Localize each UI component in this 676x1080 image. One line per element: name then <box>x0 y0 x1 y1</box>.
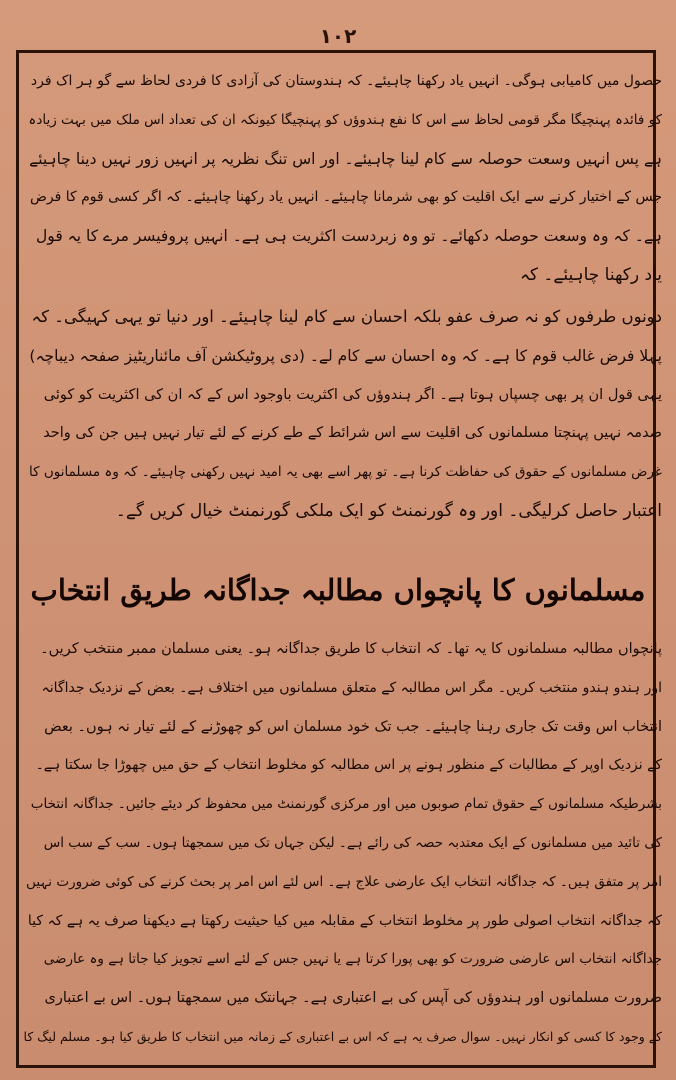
text-line: حصول میں کامیابی ہوگی۔ انہیں یاد رکھنا چاہیئے۔ کہ ہندوستان کی آزادی کا فردی لحاظ سے گو ہر اک فرد <box>30 73 662 89</box>
page-number: ۱۰۲ <box>319 24 357 48</box>
text-line: ہے پس انہیں وسعت حوصلہ سے کام لینا چاہیئے۔ اور اس تنگ نظریہ پر انہیں زور نہیں دینا چاہیئے <box>29 149 662 168</box>
text-line: انتخاب اس وقت تک جاری رہنا چاہیئے۔ جب تک خود مسلمان اس کو چھوڑنے کے لئے تیار نہ ہوں۔ بعض <box>44 718 662 735</box>
text-line: کی تائید میں مسلمانوں کے ایک معتدبہ حصہ کی رائے ہے۔ لیکن جہاں تک میں سمجھتا ہوں۔ سب کے سب اس <box>43 834 662 851</box>
text-line: امر پر متفق ہیں۔ کہ جداگانہ انتخاب ایک عارضی علاج ہے۔ اس لئے اس امر پر بحث کرنے کی کوئی ضرورت نہیں <box>26 873 662 890</box>
text-line: ہے۔ کہ وہ وسعت حوصلہ دکھائے۔ تو وہ زبردست اکثریت ہی ہے۔ انہیں پروفیسر مرے کا یہ قول <box>36 227 662 246</box>
text-line: کہ جداگانہ انتخاب اصولی طور پر مخلوط انتخاب کے مقابلہ میں کیا حیثیت رکھتا ہے دیکھنا صرف یہ ہے کہ کیا <box>27 912 662 929</box>
text-line: غرض مسلمانوں کے حقوق کی حفاظت کرنا ہے۔ تو پھر اسے بھی یہ امید نہیں رکھنی چاہیئے۔ کہ وہ مسلمانوں کا <box>28 464 662 481</box>
text-line: کو فائدہ پہنچیگا مگر قومی لحاظ سے اس کا نفع ہندوؤں کو پہنچیگا کیونکہ ان کی تعداد اس ملک میں بہت زیادہ <box>28 111 662 128</box>
text-line: یاد رکھنا چاہیئے۔ کہ <box>519 264 662 285</box>
paragraph-2 <box>24 298 662 531</box>
text-line: جس کے اختیار کرنے سے ایک اقلیت کو بھی شرمانا چاہیئے۔ انہیں یاد رکھنا چاہیئے۔ کہ اگر کسی قوم کا فرض <box>29 189 662 206</box>
text-line: اور ہندو ہندو منتخب کریں۔ مگر اس مطالبہ کے متعلق مسلمانوں میں اختلاف ہے۔ بعض کے نزدیک جداگانہ <box>41 679 662 696</box>
section-heading: مسلمانوں کا پانچواں مطالبہ جداگانہ طریق انتخاب <box>30 573 646 607</box>
text-line: اعتبار حاصل کرلیگی۔ اور وہ گورنمنٹ کو ایک ملکی گورنمنٹ خیال کریں گے۔ <box>115 500 662 521</box>
text-line: پانچواں مطالبہ مسلمانوں کا یہ تھا۔ کہ انتخاب کا طریق جداگانہ ہو۔ یعنی مسلمان ممبر منتخب کریں۔ <box>40 641 662 657</box>
text-line: بشرطیکہ مسلمانوں کے حقوق تمام صوبوں میں اور مرکزی گورنمنٹ میں محفوظ کر دیئے جائیں۔ جداگانہ انتخاب <box>30 796 662 813</box>
text-line: کے وجود کا کسی کو انکار نہیں۔ سوال صرف یہ ہے کہ اس بے اعتباری کے زمانہ میں انتخاب کا طریق کیا ہو۔ مسلم لیگ کا <box>24 1028 662 1044</box>
text-line: پہلا فرض غالب قوم کا ہے۔ کہ وہ احسان سے کام لے۔ (دی پروٹیکشن آف مائناریٹیز صفحہ دیباچہ) <box>29 346 662 365</box>
text-line: جداگانہ انتخاب اس عارضی ضرورت کو بھی پورا کرتا ہے یا نہیں جس کے لئے اسے تجویز کیا جاتا ہے وہ عارضی <box>43 951 662 968</box>
text-line: صدمہ نہیں پہنچتا مسلمانوں کی اقلیت سے اس شرائط کے طے کرنے کے لئے تیار نہیں ہیں جن کی واحد <box>43 425 662 442</box>
text-line: کے نزدیک اوپر کے مطالبات کے منظور ہونے پر اس مطالبہ کو مخلوط انتخاب کے حق میں چھوڑا جا سکتا ہے۔ <box>35 757 662 774</box>
paragraph-1 <box>24 62 662 295</box>
text-line: یہی قول ان پر بھی چسپاں ہوتا ہے۔ اگر ہندوؤں کی اکثریت باوجود اس کے کہ ان کی اکثریت کو کوئی <box>43 386 662 403</box>
paragraph-3 <box>24 630 662 1057</box>
text-line: دونوں طرفوں کو نہ صرف عفو بلکہ احسان سے کام لینا چاہیئے۔ اور دنیا تو یہی کہیگی۔ کہ <box>31 307 662 326</box>
text-line: ضرورت مسلمانوں اور ہندوؤں کی آپس کی بے اعتباری ہے۔ جہانتک میں سمجھتا ہوں۔ اس بے اعتباری <box>44 990 662 1007</box>
